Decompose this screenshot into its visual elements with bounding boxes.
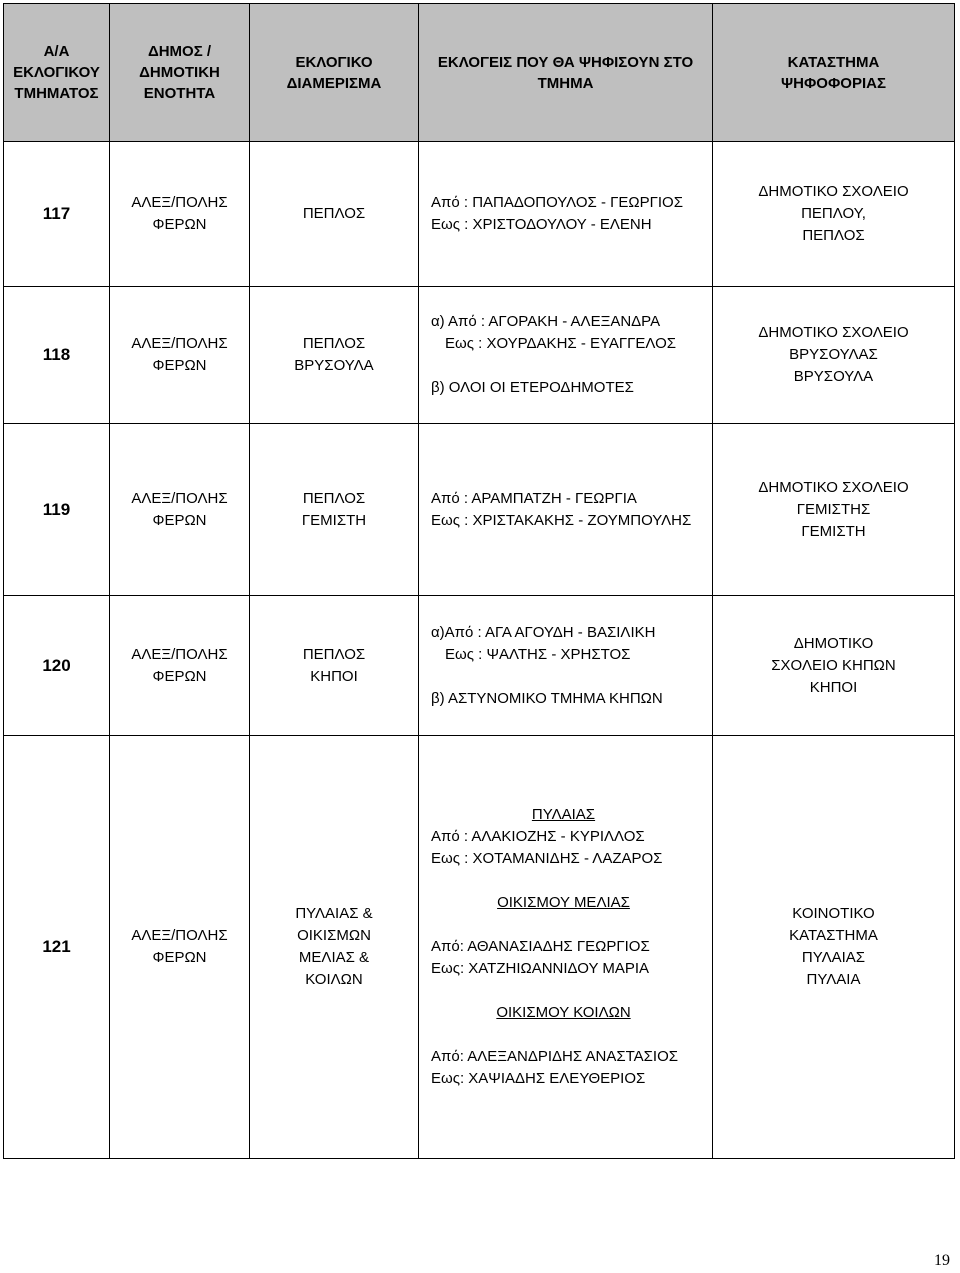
section-number: 118 bbox=[4, 287, 110, 424]
voters-subheading: ΟΙΚΙΣΜΟΥ ΜΕΛΙΑΣ bbox=[497, 894, 630, 911]
voters-line: α) Από : ΑΓΟΡΑΚΗ - ΑΛΕΞΑΝΔΡΑ bbox=[431, 313, 661, 330]
table-row bbox=[4, 424, 955, 596]
municipality-cell: ΑΛΕΞ/ΠΟΛΗΣ ΦΕΡΩΝ bbox=[110, 287, 250, 424]
voters-line: β) ΑΣΤΥΝΟΜΙΚΟ ΤΜΗΜΑ ΚΗΠΩΝ bbox=[431, 689, 663, 707]
header-electoral-district: ΕΚΛΟΓΙΚΟ ΔΙΑΜΕΡΙΣΜΑ bbox=[250, 4, 419, 142]
voters-cell bbox=[419, 287, 713, 424]
voters-subheading: ΟΙΚΙΣΜΟΥ ΚΟΙΛΩΝ bbox=[496, 1004, 631, 1021]
polling-station-cell: ΔΗΜΟΤΙΚΟ ΣΧΟΛΕΙΟ ΓΕΜΙΣΤΗΣ ΓΕΜΙΣΤΗ bbox=[713, 424, 955, 596]
voters-line: Από : ΑΛΑΚΙΟΖΗΣ - ΚΥΡΙΛΛΟΣ bbox=[431, 828, 645, 845]
voters-line: Εως : ΧΡΙΣΤΟΔΟΥΛΟΥ - ΕΛΕΝΗ bbox=[431, 216, 652, 233]
voters-cell bbox=[419, 736, 713, 1159]
table-row bbox=[4, 596, 955, 736]
voters-line: Εως : ΧΡΙΣΤΑΚΑΚΗΣ - ΖΟΥΜΠΟΥΛΗΣ bbox=[431, 511, 692, 529]
municipality-cell: ΑΛΕΞ/ΠΟΛΗΣ ΦΕΡΩΝ bbox=[110, 424, 250, 596]
table-row bbox=[4, 736, 955, 1159]
section-number: 119 bbox=[4, 424, 110, 596]
district-cell: ΠΕΠΛΟΣ ΓΕΜΙΣΤΗ bbox=[250, 424, 419, 596]
page-number: 19 bbox=[934, 1252, 950, 1269]
header-voters: ΕΚΛΟΓΕΙΣ ΠΟΥ ΘΑ ΨΗΦΙΣΟΥΝ ΣΤΟ ΤΜΗΜΑ bbox=[419, 4, 713, 142]
district-cell: ΠΕΠΛΟΣ ΚΗΠΟΙ bbox=[250, 596, 419, 736]
table-row bbox=[4, 142, 955, 287]
voters-line: α)Από : ΑΓΑ ΑΓΟΥΔΗ - ΒΑΣΙΛΙΚΗ bbox=[431, 623, 656, 641]
section-number: 120 bbox=[4, 596, 110, 736]
voters-cell bbox=[419, 142, 713, 287]
voters-line: β) ΟΛΟΙ ΟΙ ΕΤΕΡΟΔΗΜΟΤΕΣ bbox=[431, 379, 634, 396]
voters-line: Εως: ΧΑΨΙΑΔΗΣ ΕΛΕΥΘΕΡΙΟΣ bbox=[431, 1070, 646, 1087]
voters-line: Εως : ΧΟΥΡΔΑΚΗΣ - ΕΥΑΓΓΕΛΟΣ bbox=[445, 335, 677, 352]
voters-subheading: ΠΥΛΑΙΑΣ bbox=[531, 806, 596, 823]
municipality-cell: ΑΛΕΞ/ΠΟΛΗΣ ΦΕΡΩΝ bbox=[110, 596, 250, 736]
district-cell: ΠΥΛΑΙΑΣ & ΟΙΚΙΣΜΩΝ ΜΕΛΙΑΣ & ΚΟΙΛΩΝ bbox=[250, 736, 419, 1159]
polling-stations-table bbox=[3, 3, 955, 1159]
voters-line: Εως: ΧΑΤΖΗΙΩΑΝΝΙΔΟΥ ΜΑΡΙΑ bbox=[431, 960, 650, 977]
voters-line: Από: ΑΘΑΝΑΣΙΑΔΗΣ ΓΕΩΡΓΙΟΣ bbox=[431, 938, 650, 955]
header-municipality: ΔΗΜΟΣ / ΔΗΜΟΤΙΚΗ ΕΝΟΤΗΤΑ bbox=[110, 4, 250, 142]
polling-station-cell: ΔΗΜΟΤΙΚΟ ΣΧΟΛΕΙΟ ΒΡΥΣΟΥΛΑΣ ΒΡΥΣΟΥΛΑ bbox=[713, 287, 955, 424]
polling-station-cell: ΔΗΜΟΤΙΚΟ ΣΧΟΛΕΙΟ ΠΕΠΛΟΥ, ΠΕΠΛΟΣ bbox=[713, 142, 955, 287]
district-cell: ΠΕΠΛΟΣ ΒΡΥΣΟΥΛΑ bbox=[250, 287, 419, 424]
polling-station-cell: ΚΟΙΝΟΤΙΚΟ ΚΑΤΑΣΤΗΜΑ ΠΥΛΑΙΑΣ ΠΥΛΑΙΑ bbox=[713, 736, 955, 1159]
voters-cell bbox=[419, 424, 713, 596]
section-number: 121 bbox=[4, 736, 110, 1159]
table-row bbox=[4, 287, 955, 424]
polling-station-cell: ΔΗΜΟΤΙΚΟ ΣΧΟΛΕΙΟ ΚΗΠΩΝ ΚΗΠΟΙ bbox=[713, 596, 955, 736]
header-polling-station: ΚΑΤΑΣΤΗΜΑ ΨΗΦΟΦΟΡΙΑΣ bbox=[713, 4, 955, 142]
voters-line: Από: ΑΛΕΞΑΝΔΡΙΔΗΣ ΑΝΑΣΤΑΣΙΟΣ bbox=[431, 1048, 679, 1065]
section-number: 117 bbox=[4, 142, 110, 287]
voters-cell bbox=[419, 596, 713, 736]
voters-line: Από : ΑΡΑΜΠΑΤΖΗ - ΓΕΩΡΓΙΑ bbox=[431, 489, 637, 507]
voters-line: Εως : ΧΟΤΑΜΑΝΙΔΗΣ - ΛΑΖΑΡΟΣ bbox=[431, 850, 663, 867]
district-cell: ΠΕΠΛΟΣ bbox=[250, 142, 419, 287]
municipality-cell: ΑΛΕΞ/ΠΟΛΗΣ ΦΕΡΩΝ bbox=[110, 736, 250, 1159]
header-row bbox=[4, 4, 955, 142]
voters-line: Εως : ΨΑΛΤΗΣ - ΧΡΗΣΤΟΣ bbox=[445, 645, 631, 663]
header-section-number: Α/Α ΕΚΛΟΓΙΚΟΥ ΤΜΗΜΑΤΟΣ bbox=[4, 4, 110, 142]
municipality-cell: ΑΛΕΞ/ΠΟΛΗΣ ΦΕΡΩΝ bbox=[110, 142, 250, 287]
voters-line: Από : ΠΑΠΑΔΟΠΟΥΛΟΣ - ΓΕΩΡΓΙΟΣ bbox=[431, 194, 683, 211]
